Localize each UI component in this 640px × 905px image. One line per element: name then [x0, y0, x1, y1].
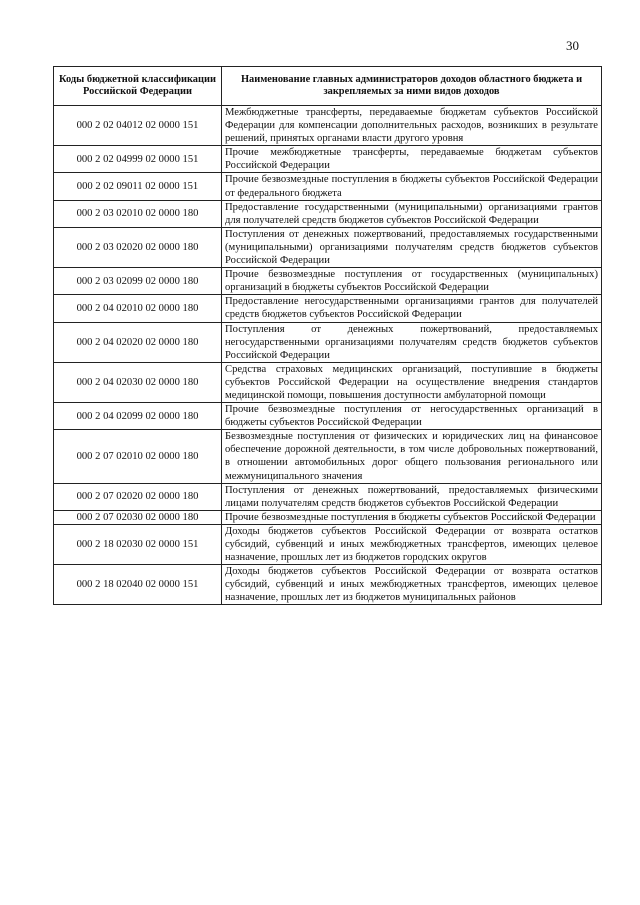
row-name: Доходы бюджетов субъектов Российской Федерации от возврата остатков субсидий, субвенций и иных межбюджетных трансфертов, имеющих целевое назначение, прошлых лет из бюджетов муниципальных районов: [222, 565, 602, 605]
row-code: 000 2 07 02020 02 0000 180: [54, 483, 222, 510]
page-number: 30: [566, 38, 579, 53]
table-row: [54, 173, 602, 200]
row-code: 000 2 03 02099 02 0000 180: [54, 268, 222, 295]
row-code: 000 2 04 02099 02 0000 180: [54, 403, 222, 430]
table-row: [54, 322, 602, 362]
row-code: 000 2 03 02010 02 0000 180: [54, 200, 222, 227]
row-code: 000 2 02 04012 02 0000 151: [54, 106, 222, 146]
table-header-row: [54, 67, 602, 106]
row-name: Средства страховых медицинских организаций, поступившие в бюджеты субъектов Российской Федерации на осуществление внедрения стандартов медицинской помощи, повышения доступности амбулаторной помощи: [222, 362, 602, 402]
table-row: [54, 430, 602, 483]
row-code: 000 2 04 02020 02 0000 180: [54, 322, 222, 362]
row-name: Поступления от денежных пожертвований, предоставляемых физическими лицами получателям средств бюджетов субъектов Российской Федерации: [222, 483, 602, 510]
header-name: Наименование главных администраторов доходов областного бюджета и закрепляемых за ними видов доходов: [222, 67, 602, 106]
row-code: 000 2 02 04999 02 0000 151: [54, 146, 222, 173]
row-name: Предоставление государственными (муниципальными) организациями грантов для получателей средств бюджетов субъектов Российской Федерации: [222, 200, 602, 227]
row-code: 000 2 18 02030 02 0000 151: [54, 524, 222, 564]
row-name: Прочие межбюджетные трансферты, передаваемые бюджетам субъектов Российской Федерации: [222, 146, 602, 173]
table-row: [54, 565, 602, 605]
row-name: Поступления от денежных пожертвований, предоставляемых государственными (муниципальными) организациями получателям средств бюджетов субъектов Российской Федерации: [222, 227, 602, 267]
table-row: [54, 483, 602, 510]
row-name: Безвозмездные поступления от физических и юридических лиц на финансовое обеспечение дорожной деятельности, в том числе добровольных пожертвований, в отношении автомобильных дорог общего пользования регионального или межмуниципального значения: [222, 430, 602, 483]
revenue-codes-table: [53, 66, 602, 605]
row-name: Прочие безвозмездные поступления в бюджеты субъектов Российской Федерации от федерального бюджета: [222, 173, 602, 200]
table-row: [54, 146, 602, 173]
table-row: [54, 227, 602, 267]
row-code: 000 2 07 02030 02 0000 180: [54, 510, 222, 524]
table-row: [54, 106, 602, 146]
row-name: Прочие безвозмездные поступления в бюджеты субъектов Российской Федерации: [222, 510, 602, 524]
row-name: Межбюджетные трансферты, передаваемые бюджетам субъектов Российской Федерации для компенсации дополнительных расходов, возникших в результате решений, принятых органами власти другого уровня: [222, 106, 602, 146]
table-row: [54, 200, 602, 227]
table-row: [54, 268, 602, 295]
table-row: [54, 362, 602, 402]
row-code: 000 2 02 09011 02 0000 151: [54, 173, 222, 200]
row-code: 000 2 07 02010 02 0000 180: [54, 430, 222, 483]
table-row: [54, 295, 602, 322]
row-code: 000 2 18 02040 02 0000 151: [54, 565, 222, 605]
table-row: [54, 403, 602, 430]
row-name: Доходы бюджетов субъектов Российской Федерации от возврата остатков субсидий, субвенций и иных межбюджетных трансфертов, имеющих целевое назначение, прошлых лет из бюджетов городских округов: [222, 524, 602, 564]
row-name: Предоставление негосударственными организациями грантов для получателей средств бюджетов субъектов Российской Федерации: [222, 295, 602, 322]
table-row: [54, 524, 602, 564]
row-name: Прочие безвозмездные поступления от государственных (муниципальных) организаций в бюджеты субъектов Российской Федерации: [222, 268, 602, 295]
row-name: Поступления от денежных пожертвований, предоставляемых негосударственными организациями получателям средств бюджетов субъектов Российской Федерации: [222, 322, 602, 362]
row-code: 000 2 04 02030 02 0000 180: [54, 362, 222, 402]
table-row: [54, 510, 602, 524]
row-code: 000 2 04 02010 02 0000 180: [54, 295, 222, 322]
header-code: Коды бюджетной классификации Российской Федерации: [54, 67, 222, 106]
row-name: Прочие безвозмездные поступления от негосударственных организаций в бюджеты субъектов Российской Федерации: [222, 403, 602, 430]
row-code: 000 2 03 02020 02 0000 180: [54, 227, 222, 267]
